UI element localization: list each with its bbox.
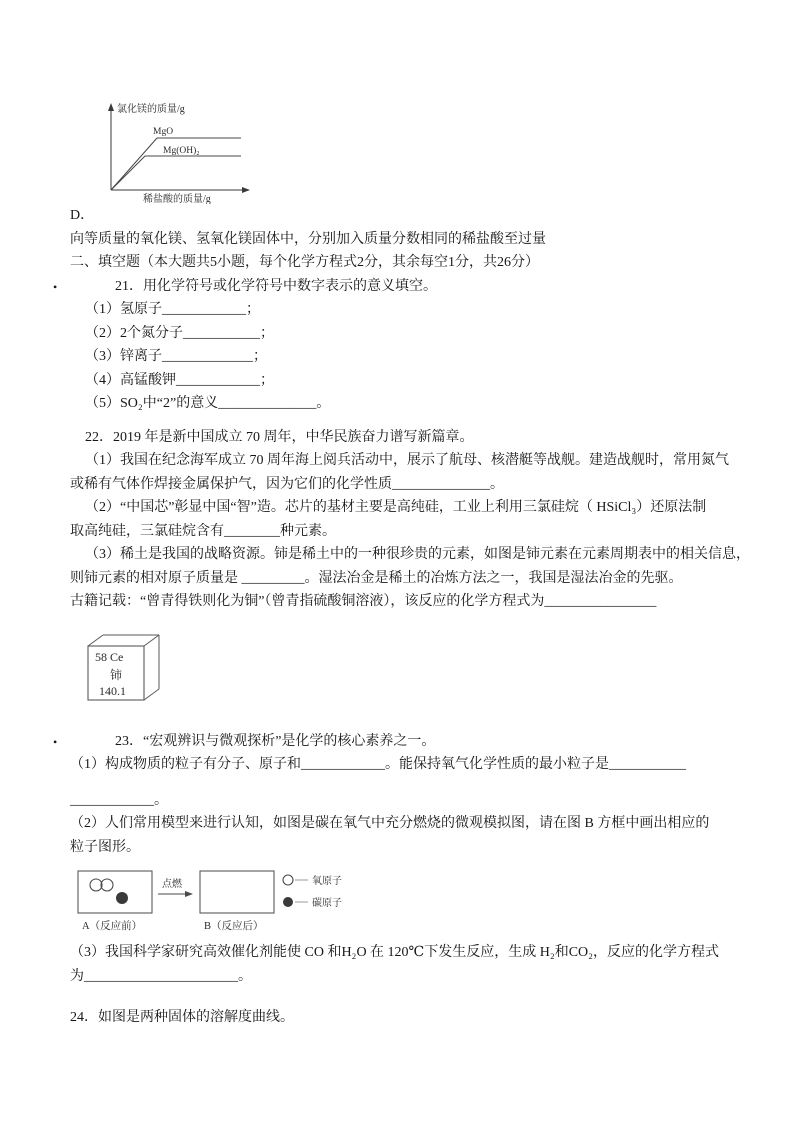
arrow-icon xyxy=(185,891,193,897)
legend-oxygen-atom-icon xyxy=(283,875,293,885)
q21-item-1: （1）氢原子____________； xyxy=(85,302,260,317)
mgcl2-vs-hcl-graph-svg xyxy=(95,98,325,204)
cube-atomic-mass: 140.1 xyxy=(99,683,126,698)
mgo-curve-label: MgO xyxy=(153,127,174,137)
cube-element-name: 铈 xyxy=(110,667,123,682)
ignite-label: 点燃 xyxy=(162,879,182,890)
combustion-micro-diagram-svg xyxy=(76,863,356,935)
q22-p1-line2: 或稀有气体作焊接金属保护气，因为它们的化学性质______________。 xyxy=(70,476,504,492)
y-axis-arrow-icon xyxy=(108,103,114,111)
q23-p2-line2: 粒子图形。 xyxy=(70,839,140,855)
box-b-after xyxy=(200,871,274,913)
q23-p2-line1: （2）人们常用模型来进行认知，如图是碳在氧气中充分燃烧的微观模拟图，请在图 B 方框中画出相应的 xyxy=(70,816,710,831)
cerium-element-cube xyxy=(84,632,724,704)
oxygen-atom-icon xyxy=(101,879,113,891)
q22-p3-line3: 古籍记载：“曾青得铁则化为铜”（曾青指硫酸铜溶液），该反应的化学方程式为________________ xyxy=(70,594,657,609)
combustion-micro-diagram xyxy=(76,863,724,935)
box-a-before xyxy=(78,871,152,913)
option-d-text: 向等质量的氧化镁、氢氧化镁固体中，分别加入质量分数相同的稀盐酸至过量 xyxy=(70,231,546,247)
q23-p1-line2: ____________。 xyxy=(70,792,168,808)
q22-p1-line1: （1）我国在纪念海军成立 70 周年海上阅兵活动中，展示了航母、核潜艇等战舰。建造战舰时，常用氮气 xyxy=(85,453,729,468)
box-b-caption: B（反应后） xyxy=(204,921,264,932)
option-d-label: D． xyxy=(70,208,95,223)
carbon-atom-icon xyxy=(116,892,128,904)
box-a-caption: A（反应前） xyxy=(82,921,143,932)
q23-p1-line1: （1）构成物质的粒子有分子、原子和____________。能保持氧气化学性质的最小粒子是___________ xyxy=(70,757,686,772)
legend-carbon-label: 碳原子 xyxy=(312,898,342,909)
q21-item-5: （5）SO₂中“2”的意义______________。 xyxy=(85,396,331,411)
legend-oxygen-label: 氧原子 xyxy=(312,876,342,887)
q21-title: 21．用化学符号或化学符号中数字表示的意义填空。 xyxy=(115,278,437,294)
q22-p2-line1: （2）“中国芯”彰显中国“智”造。芯片的基材主要是高纯硅，工业上利用三氯硅烷（ HSiCl₃）还原法制 xyxy=(85,500,707,515)
q22-p3-line1: （3）稀土是我国的战略资源。铈是稀土中的一种很珍贵的元素，如图是铈元素在元素周期表中的相关信息， xyxy=(85,547,750,562)
q21-title-row xyxy=(53,275,724,299)
legend-carbon-atom-icon xyxy=(283,897,293,907)
q21-item-2: （2）2个氮分子___________； xyxy=(85,325,274,341)
q22-intro: 22．2019 年是新中国成立 70 周年，中华民族奋力谱写新篇章。 xyxy=(85,429,474,445)
mgoh2-curve xyxy=(111,156,241,190)
list-bullet-icon: • xyxy=(53,279,58,294)
cube-atomic-number-symbol: 58 Ce xyxy=(95,649,124,664)
mgcl2-vs-hcl-graph xyxy=(95,98,724,204)
x-axis-arrow-icon xyxy=(242,187,250,193)
q23-p3-line1: （3）我国科学家研究高效催化剂能使 CO 和H₂O 在 120℃下发生反应，生成 H₂和CO₂，反应的化学方程式 xyxy=(70,945,720,960)
section2-header: 二、填空题（本大题共5小题，每个化学方程式2分，其余每空1分，共26分） xyxy=(70,255,539,270)
q23-title: 23．“宏观辨识与微观探析”是化学的核心素养之一。 xyxy=(115,733,436,749)
mgoh2-curve-label: Mg(OH)₂ xyxy=(163,146,200,156)
q21-item-4: （4）高锰酸钾____________； xyxy=(85,372,274,388)
q24-title: 24．如图是两种固体的溶解度曲线。 xyxy=(70,1010,294,1025)
oxygen-atom-icon xyxy=(90,879,102,891)
q23-p3-line2: 为______________________。 xyxy=(70,968,252,984)
cerium-element-cube-svg xyxy=(84,632,168,704)
graph-y-label: 氯化镁的质量/g xyxy=(117,104,185,115)
q22-p3-line2: 则铈元素的相对原子质量是 _________。湿法冶金是稀土的冶炼方法之一，我国是湿法冶金的先驱。 xyxy=(70,570,683,586)
list-bullet-icon: • xyxy=(53,734,58,749)
q23-title-row xyxy=(53,730,724,754)
graph-x-label: 稀盐酸的质量/g xyxy=(143,194,211,204)
q21-item-3: （3）锌离子_____________； xyxy=(85,349,267,364)
q22-p2-line2: 取高纯硅，三氯硅烷含有________种元素。 xyxy=(70,523,336,539)
